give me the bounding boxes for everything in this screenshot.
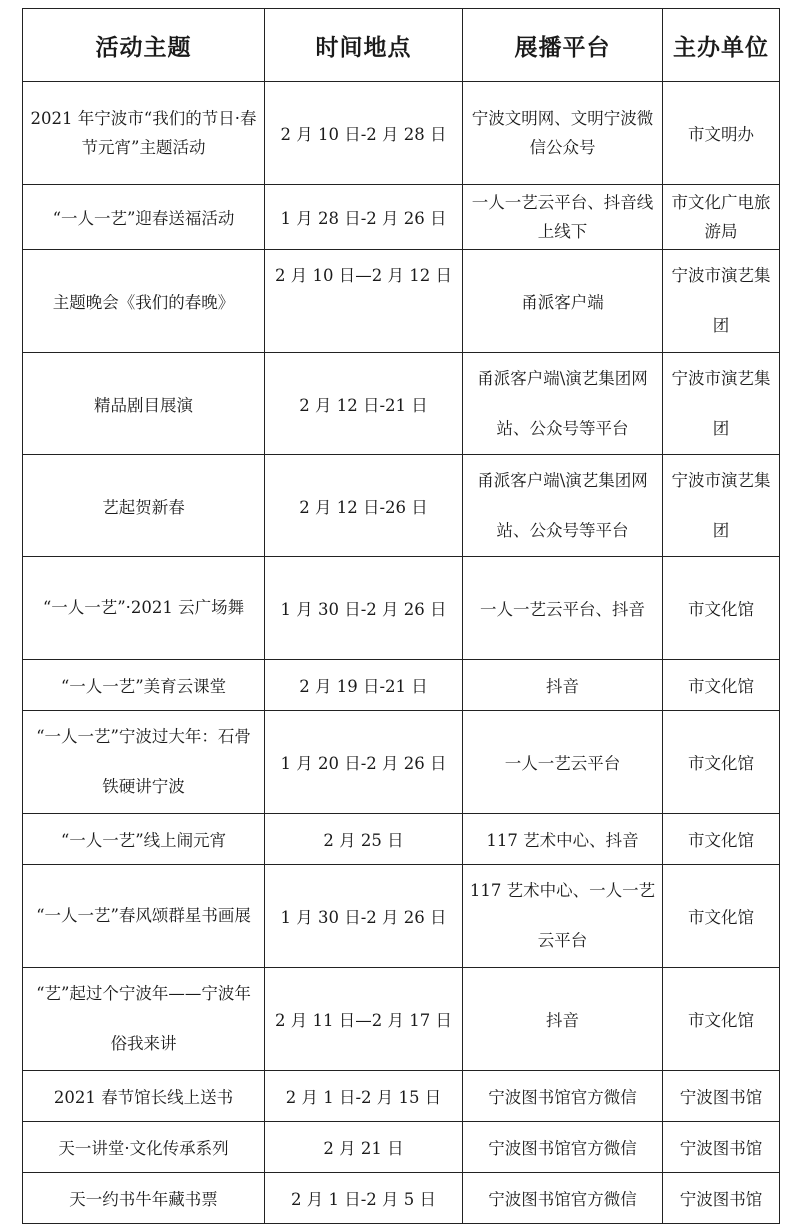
time-cell: 2 月 11 日—2 月 17 日 (265, 968, 463, 1071)
theme-cell: 主题晚会《我们的春晚》 (23, 250, 265, 353)
time-cell: 2 月 12 日-26 日 (265, 455, 463, 557)
organizer-cell: 宁波市演艺集团 (663, 455, 780, 557)
table-row (23, 1173, 780, 1224)
theme-cell: 精品剧目展演 (23, 353, 265, 455)
table-row (23, 660, 780, 711)
table-row (23, 82, 780, 185)
theme-cell: 2021 年宁波市“我们的节日·春节元宵”主题活动 (23, 82, 265, 185)
organizer-cell: 市文化馆 (663, 711, 780, 814)
platform-cell: 宁波图书馆官方微信 (463, 1173, 663, 1224)
platform-cell: 117 艺术中心、抖音 (463, 814, 663, 865)
header-platform: 展播平台 (463, 9, 663, 82)
theme-cell: “一人一艺”宁波过大年：石骨铁硬讲宁波 (23, 711, 265, 814)
header-time: 时间地点 (265, 9, 463, 82)
theme-cell: “一人一艺”迎春送福活动 (23, 185, 265, 250)
organizer-cell: 宁波图书馆 (663, 1173, 780, 1224)
platform-cell: 抖音 (463, 968, 663, 1071)
table-row (23, 968, 780, 1071)
table-row (23, 353, 780, 455)
platform-cell: 宁波图书馆官方微信 (463, 1122, 663, 1173)
organizer-cell: 市文化广电旅游局 (663, 185, 780, 250)
platform-cell: 117 艺术中心、一人一艺云平台 (463, 865, 663, 968)
header-row (23, 9, 780, 82)
theme-cell: 天一约书牛年藏书票 (23, 1173, 265, 1224)
table-row (23, 557, 780, 660)
platform-cell: 一人一艺云平台 (463, 711, 663, 814)
time-cell: 2 月 10 日-2 月 28 日 (265, 82, 463, 185)
organizer-cell: 宁波图书馆 (663, 1071, 780, 1122)
time-cell: 2 月 25 日 (265, 814, 463, 865)
theme-cell: 艺起贺新春 (23, 455, 265, 557)
table-row (23, 1071, 780, 1122)
time-cell: 2 月 1 日-2 月 15 日 (265, 1071, 463, 1122)
organizer-cell: 市文化馆 (663, 865, 780, 968)
header-theme: 活动主题 (23, 9, 265, 82)
table-row (23, 185, 780, 250)
table-row (23, 711, 780, 814)
time-cell: 1 月 20 日-2 月 26 日 (265, 711, 463, 814)
organizer-cell: 市文明办 (663, 82, 780, 185)
time-cell: 2 月 12 日-21 日 (265, 353, 463, 455)
organizer-cell: 市文化馆 (663, 814, 780, 865)
header-organizer: 主办单位 (663, 9, 780, 82)
table-row (23, 1122, 780, 1173)
table-row (23, 250, 780, 353)
organizer-cell: 市文化馆 (663, 660, 780, 711)
time-cell: 2 月 19 日-21 日 (265, 660, 463, 711)
platform-cell: 甬派客户端\演艺集团网站、公众号等平台 (463, 353, 663, 455)
theme-cell: “一人一艺”线上闹元宵 (23, 814, 265, 865)
time-cell: 2 月 1 日-2 月 5 日 (265, 1173, 463, 1224)
time-cell: 1 月 30 日-2 月 26 日 (265, 865, 463, 968)
platform-cell: 甬派客户端 (463, 250, 663, 353)
platform-cell: 宁波图书馆官方微信 (463, 1071, 663, 1122)
time-cell: 2 月 21 日 (265, 1122, 463, 1173)
platform-cell: 甬派客户端\演艺集团网站、公众号等平台 (463, 455, 663, 557)
theme-cell: 天一讲堂·文化传承系列 (23, 1122, 265, 1173)
theme-cell: “艺”起过个宁波年——宁波年俗我来讲 (23, 968, 265, 1071)
theme-cell: 2021 春节馆长线上送书 (23, 1071, 265, 1122)
time-cell: 1 月 28 日-2 月 26 日 (265, 185, 463, 250)
time-cell: 2 月 10 日—2 月 12 日 (265, 250, 463, 353)
platform-cell: 一人一艺云平台、抖音线上线下 (463, 185, 663, 250)
theme-cell: “一人一艺”春风颂群星书画展 (23, 865, 265, 968)
platform-cell: 一人一艺云平台、抖音 (463, 557, 663, 660)
organizer-cell: 市文化馆 (663, 557, 780, 660)
table-row (23, 455, 780, 557)
theme-cell: “一人一艺”·2021 云广场舞 (23, 557, 265, 660)
organizer-cell: 宁波市演艺集团 (663, 250, 780, 353)
table-row (23, 814, 780, 865)
organizer-cell: 市文化馆 (663, 968, 780, 1071)
organizer-cell: 宁波市演艺集团 (663, 353, 780, 455)
organizer-cell: 宁波图书馆 (663, 1122, 780, 1173)
theme-cell: “一人一艺”美育云课堂 (23, 660, 265, 711)
platform-cell: 抖音 (463, 660, 663, 711)
events-table (22, 8, 780, 1224)
table-row (23, 865, 780, 968)
time-cell: 1 月 30 日-2 月 26 日 (265, 557, 463, 660)
platform-cell: 宁波文明网、文明宁波微信公众号 (463, 82, 663, 185)
